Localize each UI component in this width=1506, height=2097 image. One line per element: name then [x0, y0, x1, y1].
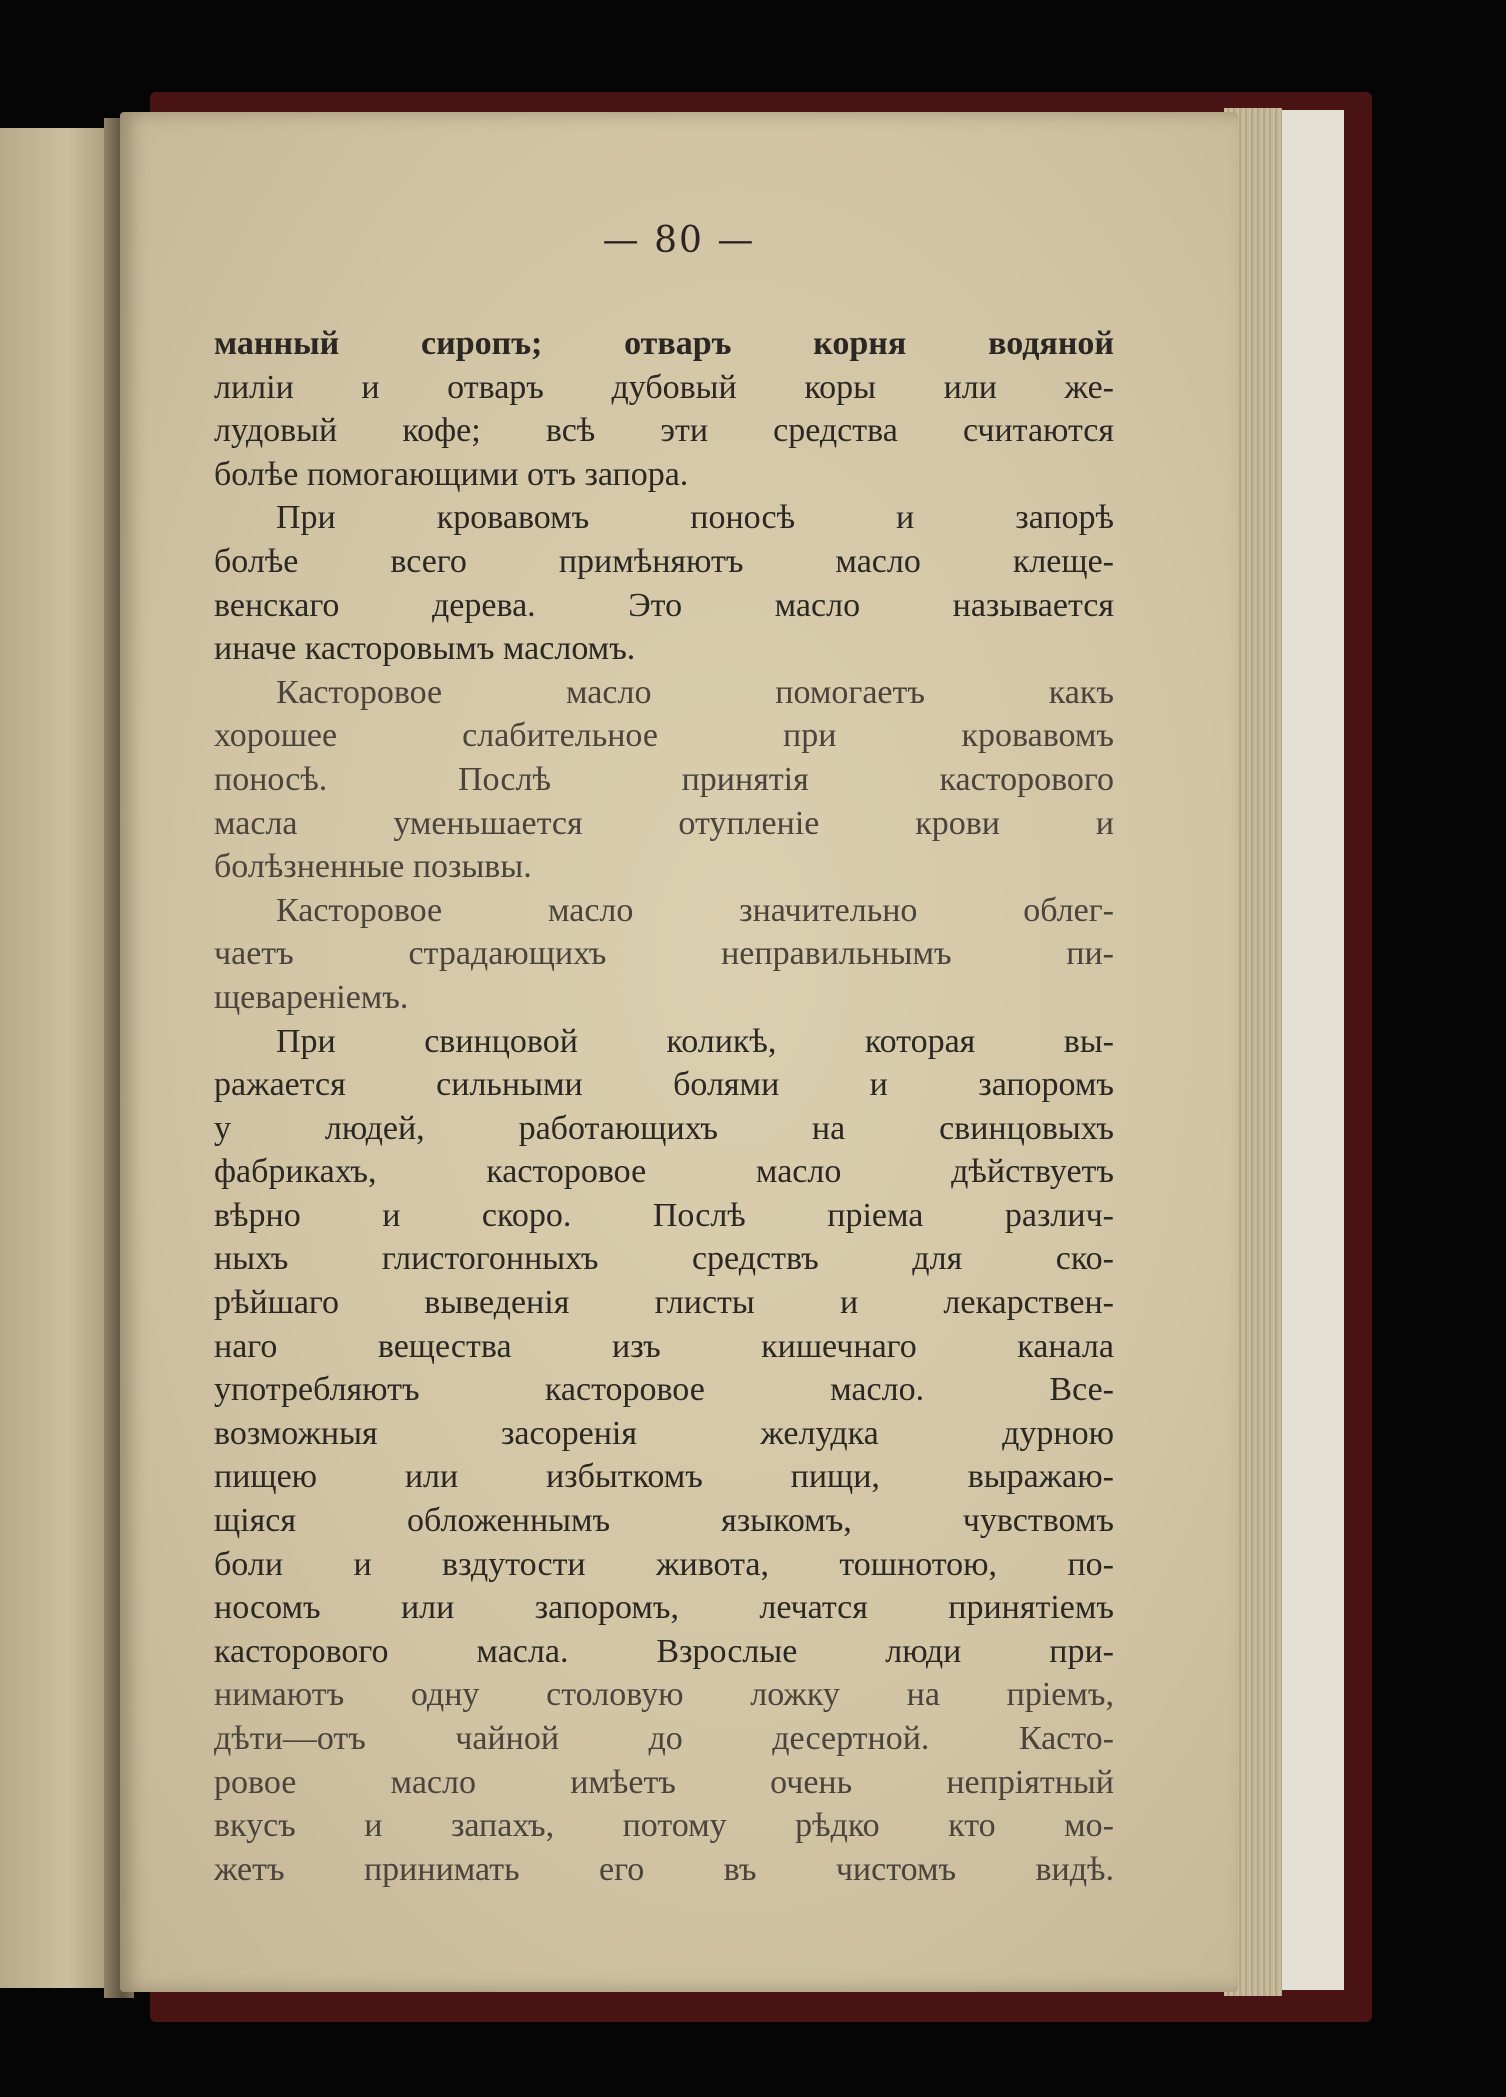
text-line: щіяся обложеннымъ языкомъ, чувствомъ: [214, 1502, 1114, 1540]
text-line: При свинцовой коликѣ, которая вы-: [276, 1022, 1114, 1060]
text-line: пищею или избыткомъ пищи, выражаю-: [214, 1458, 1114, 1496]
text-line: Касторовое масло помогаетъ какъ: [276, 673, 1114, 711]
text-line: ровое масло имѣетъ очень непріятный: [214, 1763, 1114, 1801]
left-page-fragment: [0, 128, 112, 1988]
page-number-header: — 80 —: [602, 220, 756, 261]
book-page: [120, 112, 1238, 1992]
text-line: носомъ или запоромъ, лечатся принятіемъ: [214, 1589, 1114, 1627]
text-line: Касторовое масло значительно облег-: [276, 891, 1114, 929]
text-line: При кровавомъ поносѣ и запорѣ: [276, 499, 1114, 537]
text-line: боли и вздутости живота, тошнотою, по-: [214, 1545, 1114, 1583]
text-line: ныхъ глистогонныхъ средствъ для ско-: [214, 1240, 1114, 1278]
text-line: масла уменьшается отупленіе крови и: [214, 804, 1114, 842]
text-line: лиліи и отваръ дубовый коры или же-: [214, 368, 1114, 406]
text-line: щевареніемъ.: [214, 978, 409, 1016]
text-line: болѣе помогающими отъ запора.: [214, 455, 689, 493]
text-line: употребляютъ касторовое масло. Все-: [214, 1371, 1114, 1409]
text-line: болѣе всего примѣняютъ масло клеще-: [214, 542, 1114, 580]
text-line: касторового масла. Взрослые люди при-: [214, 1632, 1114, 1670]
text-line: возможныя засоренія желудка дурною: [214, 1414, 1114, 1452]
text-line: хорошее слабительное при кровавомъ: [214, 717, 1114, 755]
text-line: нимаютъ одну столовую ложку на пріемъ,: [214, 1676, 1114, 1714]
text-line: венскаго дерева. Это масло называется: [214, 586, 1114, 624]
text-line: ражается сильными болями и запоромъ: [214, 1066, 1114, 1104]
text-line: рѣйшаго выведенія глисты и лекарствен-: [214, 1284, 1114, 1322]
text-line: у людей, работающихъ на свинцовыхъ: [214, 1109, 1114, 1147]
text-line: чаетъ страдающихъ неправильнымъ пи-: [214, 935, 1114, 973]
text-line: болѣзненные позывы.: [214, 848, 532, 886]
text-line: вкусъ и запахъ, потому рѣдко кто мо-: [214, 1807, 1114, 1845]
text-line: поносѣ. Послѣ принятія касторового: [214, 760, 1114, 798]
text-line: манный сиропъ; отваръ корня водяной: [214, 325, 1114, 362]
text-line: лудовый кофе; всѣ эти средства считаются: [214, 412, 1114, 450]
page-body-text: [214, 322, 1114, 1891]
text-line: фабрикахъ, касторовое масло дѣйствуетъ: [214, 1153, 1114, 1191]
text-line: наго вещества изъ кишечнаго канала: [214, 1327, 1114, 1365]
text-line: вѣрно и скоро. Послѣ пріема различ-: [214, 1196, 1114, 1234]
text-line: дѣти—отъ чайной до десертной. Касто-: [214, 1720, 1114, 1757]
text-line: жетъ принимать его въ чистомъ видѣ.: [214, 1850, 1114, 1888]
text-line: иначе касторовымъ масломъ.: [214, 630, 636, 668]
